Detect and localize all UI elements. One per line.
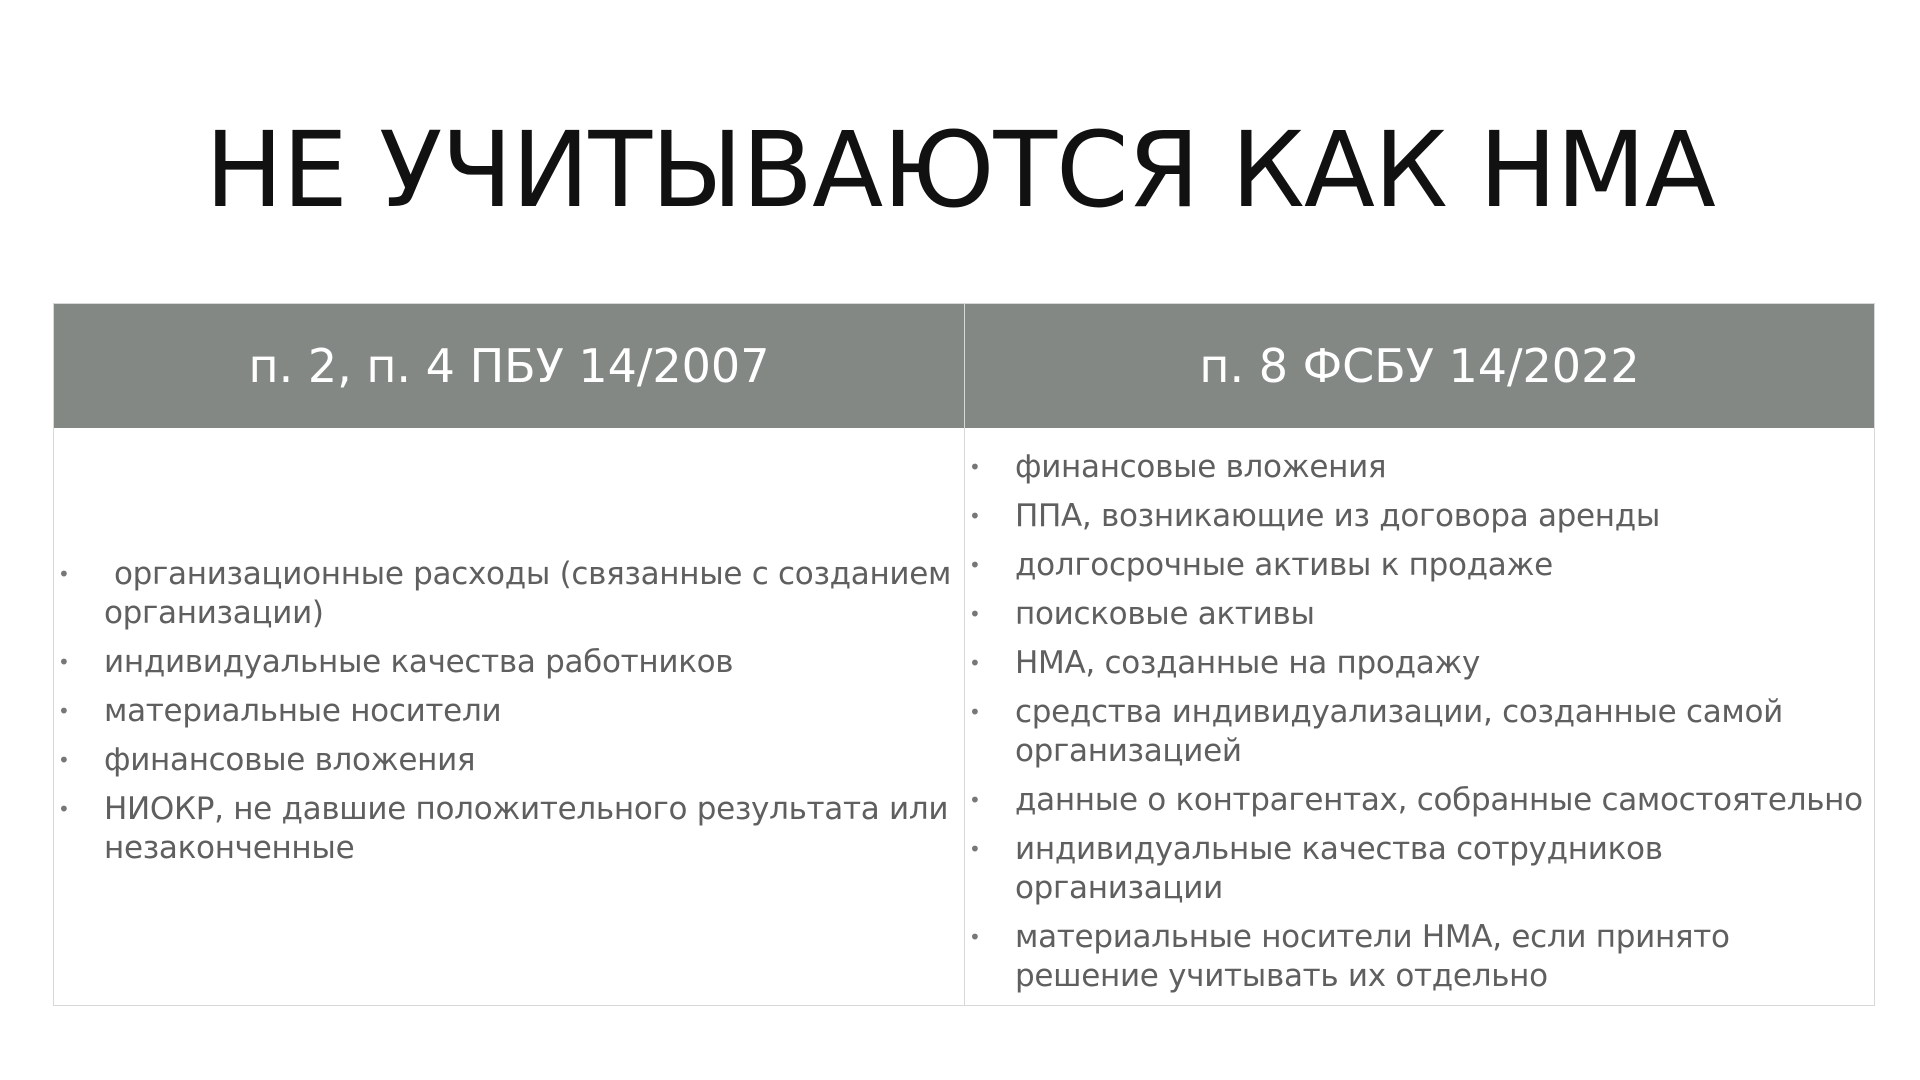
list-item-text: индивидуальные качества сотрудников организации — [1015, 831, 1663, 906]
column-body-pbu — [54, 428, 964, 1005]
list-item-text: материальные носители НМА, если принято решение учитывать их отдельно — [1015, 919, 1730, 994]
bullet-icon: • — [969, 788, 981, 812]
list-item — [965, 781, 1874, 820]
list-item-text: материальные носители — [104, 693, 502, 729]
list-item-text: поисковые активы — [1015, 596, 1315, 632]
list-item-text: НМА, созданные на продажу — [1015, 645, 1481, 681]
bullet-icon: • — [969, 651, 981, 675]
list-item — [965, 448, 1874, 487]
list-item — [54, 741, 964, 780]
bullet-icon: • — [969, 553, 981, 577]
list-item — [965, 595, 1874, 634]
list-item — [54, 790, 964, 868]
list-item-text: индивидуальные качества работников — [104, 644, 734, 680]
list-item — [965, 546, 1874, 585]
list-item-text: данные о контрагентах, собранные самостоятельно — [1015, 782, 1863, 818]
column-header-pbu: п. 2, п. 4 ПБУ 14/2007 — [54, 304, 964, 428]
bullet-icon: • — [969, 700, 981, 724]
bullet-icon: • — [969, 925, 981, 949]
list-item-text: финансовые вложения — [104, 742, 476, 778]
bullet-icon: • — [969, 837, 981, 861]
list-item — [54, 643, 964, 682]
list-item-text: средства индивидуализации, созданные самой организацией — [1015, 694, 1783, 769]
column-header-fsbu: п. 8 ФСБУ 14/2022 — [965, 304, 1874, 428]
list-pbu — [54, 555, 964, 878]
list-fsbu — [965, 448, 1874, 1006]
list-item — [965, 497, 1874, 536]
list-item — [965, 918, 1874, 996]
list-item-text: долгосрочные активы к продаже — [1015, 547, 1553, 583]
page-title: НЕ УЧИТЫВАЮТСЯ КАК НМА — [205, 109, 1715, 231]
bullet-icon: • — [969, 602, 981, 626]
list-item — [965, 644, 1874, 683]
list-item — [54, 555, 964, 633]
list-item — [965, 830, 1874, 908]
list-item — [965, 693, 1874, 771]
comparison-table — [53, 303, 1875, 1006]
bullet-icon: • — [58, 650, 70, 674]
list-item-text: организационные расходы (связанные с созданием организации) — [104, 556, 952, 631]
column-fsbu — [965, 304, 1874, 1005]
list-item-text: финансовые вложения — [1015, 449, 1387, 485]
bullet-icon: • — [58, 562, 70, 586]
bullet-icon: • — [969, 455, 981, 479]
bullet-icon: • — [58, 699, 70, 723]
bullet-icon: • — [969, 504, 981, 528]
bullet-icon: • — [58, 748, 70, 772]
bullet-icon: • — [58, 797, 70, 821]
list-item — [54, 692, 964, 731]
list-item-text: НИОКР, не давшие положительного результата или незаконченные — [104, 791, 949, 866]
column-pbu — [54, 304, 965, 1005]
column-body-fsbu — [965, 428, 1874, 1005]
list-item-text: ППА, возникающие из договора аренды — [1015, 498, 1661, 534]
